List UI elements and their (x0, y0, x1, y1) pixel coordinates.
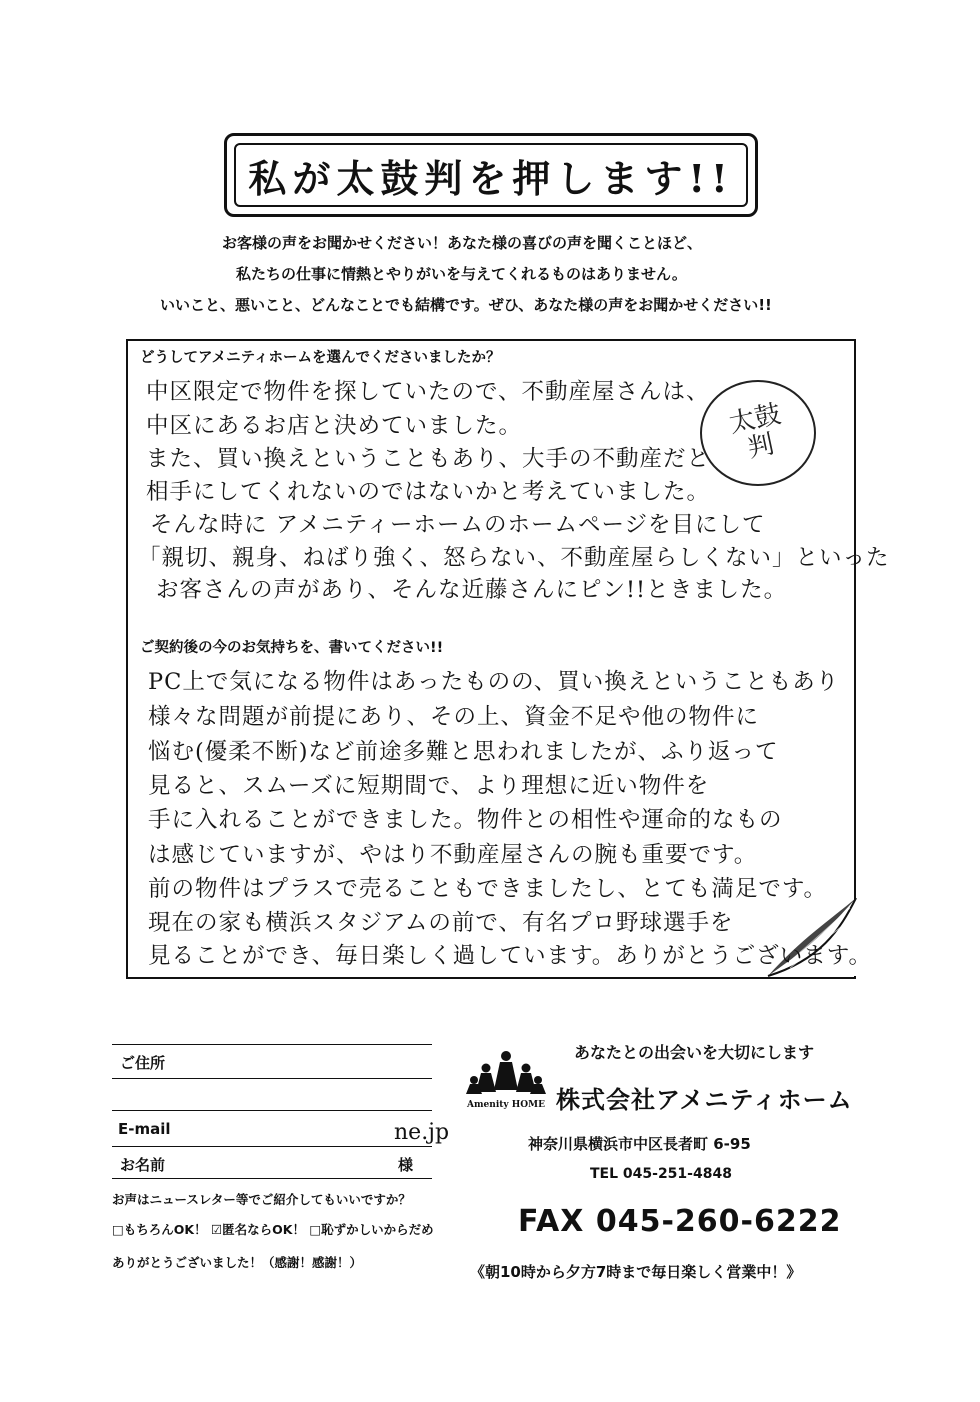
company-name: 株式会社アメニティホーム (556, 1086, 853, 1114)
answer1-line: お客さんの声があり、そんな近藤さんにピン!!ときました。 (156, 577, 788, 603)
answer1-line: 中区にあるお店と決めていました。 (146, 413, 523, 439)
email-value: ne.jp (394, 1120, 450, 1145)
logo-text: Amenity HOME (467, 1100, 545, 1110)
name-suffix: 様 (398, 1156, 414, 1174)
address-line-2 (112, 1110, 432, 1111)
answer2-line: 現在の家も横浜スタジアムの前で、有名プロ野球選手を (148, 910, 734, 936)
address-label: ご住所 (120, 1054, 166, 1072)
name-line (112, 1178, 432, 1179)
company-logo (466, 1050, 546, 1112)
answer2-line: 見ることができ、毎日楽しく過しています。ありがとうございます。 (148, 943, 873, 969)
answer1-line: 相手にしてくれないのではないかと考えていました。 (146, 479, 711, 505)
email-line (112, 1146, 432, 1147)
intro-line-2: 私たちの仕事に情熱とやりがいを与えてくれるものはありません。 (236, 265, 687, 283)
answer2-line: PC上で気になる物件はあったものの、買い換えということもあり (148, 669, 840, 695)
company-tel: TEL 045-251-4848 (590, 1166, 732, 1182)
answer2-line: 見ると、スムーズに短期間で、より理想に近い物件を (148, 773, 710, 799)
taikoban-stamp (700, 380, 816, 486)
stamp-text: 太鼓判 (726, 399, 784, 465)
question-after-contract: ご契約後の今のお気持ちを、書いてください!! (140, 640, 444, 656)
answer2-line: は感じていますが、やはり不動産屋さんの腕も重要です。 (148, 842, 758, 868)
answer1-line: また、買い換えということもあり、大手の不動産だと (146, 446, 711, 472)
consent-question: お声はニュースレター等でご紹介してもいいですか？ (112, 1192, 411, 1207)
company-address: 神奈川県横浜市中区長者町 6-95 (528, 1135, 751, 1153)
page-title: 私が太鼓判を押します!! (248, 155, 734, 201)
email-label: E-mail (118, 1120, 171, 1138)
business-hours: 《朝10時から夕方7時まで毎日楽しく営業中！》 (470, 1263, 802, 1281)
title-banner (224, 133, 758, 217)
question-why-chosen: どうしてアメニティホームを選んでくださいましたか？ (140, 350, 501, 366)
answer2-line: 悩む(優柔不断)など前途多難と思われましたが、ふり返って (148, 739, 779, 765)
answer1-line: 中区限定で物件を探していたので、不動産屋さんは、 (146, 379, 710, 405)
name-label: お名前 (120, 1156, 166, 1174)
answer1-line: 「親切、親身、ねばり強く、怒らない、不動産屋らしくない」といった (138, 545, 890, 571)
people-logo-icon (466, 1050, 546, 1096)
answer1-line: そんな時に アメニティーホームのホームページを目にして (150, 512, 766, 538)
thanks-note: ありがとうございました！（感謝！感謝！） (112, 1255, 363, 1270)
intro-line-1: お客様の声をお聞かせください！あなた様の喜びの声を聞くことほど、 (222, 234, 703, 252)
intro-line-3: いいこと、悪いこと、どんなことでも結構です。ぜひ、あなた様の声をお聞かせください!! (160, 296, 772, 314)
answer2-line: 前の物件はプラスで売ることもできましたし、とても満足です。 (148, 876, 828, 902)
title-banner-frame (234, 143, 748, 207)
answer2-line: 様々な問題が前提にあり、その上、資金不足や他の物件に (148, 704, 760, 730)
form-top-rule (112, 1044, 432, 1045)
company-tagline: あなたとの出会いを大切にします (574, 1043, 815, 1062)
company-fax: FAX 045-260-6222 (518, 1204, 842, 1239)
address-line (112, 1078, 432, 1079)
answer2-line: 手に入れることができました。物件との相性や運命的なもの (148, 807, 783, 833)
consent-options: □もちろんOK！ ☑匿名ならOK！ □恥ずかしいからだめ (112, 1222, 434, 1237)
